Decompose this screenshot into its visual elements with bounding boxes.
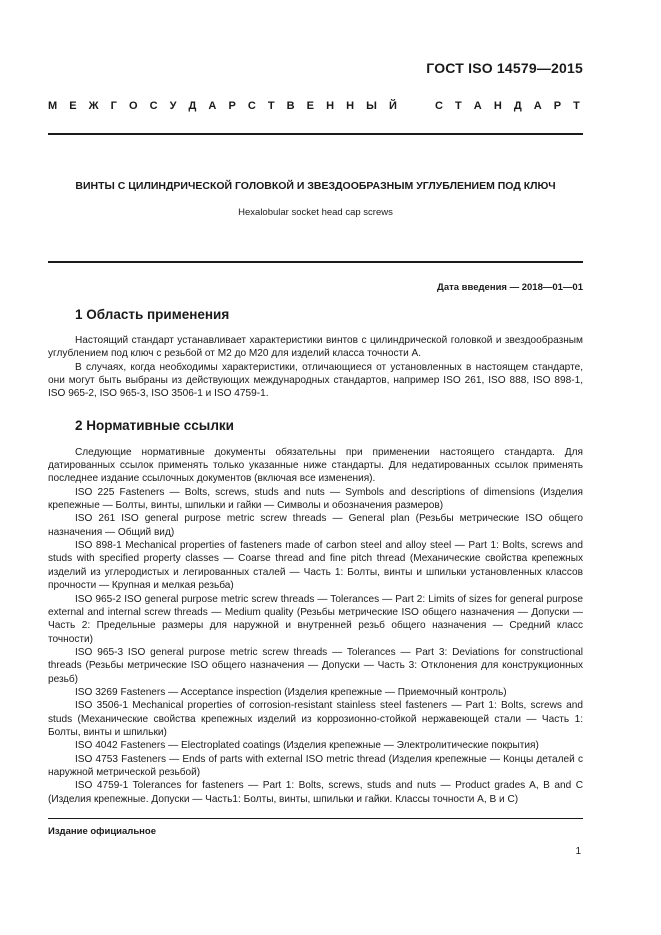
paragraph: В случаях, когда необходимы характеристики, отличающиеся от установленных в настоящем стандарте, они могут быть выбраны из действующих международных стандартов, например ISO 261, ISO 888, ISO 898-1, ISO 965-2, ISO 965-3, ISO 3506-1 и ISO 4759-1.	[48, 361, 583, 400]
document-body	[48, 306, 583, 806]
banner-letter: Ы	[366, 100, 377, 112]
banner-letter: С	[149, 100, 158, 112]
banner-letter: Е	[306, 100, 315, 112]
banner-letter: Р	[228, 100, 236, 112]
document-title-en: Hexalobular socket head cap screws	[238, 207, 393, 218]
banner-letter: Т	[573, 100, 580, 112]
banner-letter: У	[169, 100, 177, 112]
banner-letter: Т	[267, 100, 275, 112]
introduction-date: Дата введения — 2018—01—01	[437, 282, 583, 293]
top-rule	[48, 133, 583, 135]
banner-letter: Й	[388, 100, 397, 112]
paragraph: Следующие нормативные документы обязательны при применении настоящего стандарта. Для датированных ссылок применять только указанные ниже стандарты. Для недатированных ссылок применять последнее издание ссылочных документов (включая все изменения).	[48, 446, 583, 485]
normative-reference: ISO 4753 Fasteners — Ends of parts with external ISO metric thread (Изделия крепежные — Концы деталей с наружной метрической резьбой)	[48, 753, 583, 778]
banner-letter: О	[128, 100, 138, 112]
normative-reference: ISO 225 Fasteners — Bolts, screws, studs and nuts — Symbols and descriptions of dimensions (Изделия крепежные — Болты, винты, шпильки и гайки — Символы и обозначения размеров)	[48, 486, 583, 512]
section-2-heading: 2 Нормативные ссылки	[75, 417, 234, 433]
normative-reference: ISO 3269 Fasteners — Acceptance inspection (Изделия крепежные — Приемочный контроль)	[75, 686, 507, 698]
normative-reference: ISO 3506-1 Mechanical properties of corrosion-resistant stainless steel fasteners — Part 1: Bolts, screws and studs (Механические свойства крепежных изделий из коррозионно-стойкой нержавеющей стали — Часть 1: Болты, винты и шпильки)	[48, 700, 583, 738]
normative-reference: ISO 965-3 ISO general purpose metric screw threads — Tolerances — Part 3: Deviations for constructional threads (Резьбы метрические ISO общего назначения — Допуски — Часть 3: Отклонения для конструкционных резьб)	[48, 646, 583, 685]
section-1-body	[48, 334, 583, 401]
banner-letter: Г	[110, 100, 117, 112]
banner-letter: С	[247, 100, 256, 112]
banner-letter: Д	[188, 100, 197, 112]
banner-letter: Ж	[88, 100, 99, 112]
banner-letter: В	[286, 100, 295, 112]
banner-letter: С	[434, 100, 443, 112]
normative-reference: ISO 4042 Fasteners — Electroplated coatings (Изделия крепежные — Электролитические покрытия)	[75, 740, 539, 752]
standard-code: ГОСТ ISO 14579—2015	[426, 60, 583, 76]
official-edition-label: Издание официальное	[48, 826, 156, 837]
banner-gap	[409, 100, 423, 112]
banner-letter: Н	[493, 100, 502, 112]
footer-rule	[48, 818, 583, 819]
banner-letter: Е	[69, 100, 77, 112]
banner-letter: А	[473, 100, 482, 112]
banner-letter: М	[48, 100, 58, 112]
interstate-standard-banner	[48, 100, 580, 112]
banner-letter: Д	[513, 100, 522, 112]
normative-reference: ISO 4759-1 Tolerances for fasteners — Part 1: Bolts, screws, studs and nuts — Product grades A, B and C (Изделия крепежные. Допуски — Часть1: Болты, винты, шпильки и гайки. Классы точности А, В и С)	[48, 780, 583, 805]
banner-letter: Р	[553, 100, 562, 112]
section-1-heading: 1 Область применения	[75, 307, 230, 322]
normative-reference: ISO 965-2 ISO general purpose metric screw threads — Tolerances — Part 2: Limits of sizes for general purpose external and internal screw threads — Medium quality (Резьбы метрические ISO общего назначения — Допуски — Часть 2: Предельные размеры для наружной и внутренней резьб общего назначения — Средний класс точности)	[48, 593, 583, 645]
section-2-body	[48, 446, 583, 806]
banner-letter: Н	[326, 100, 335, 112]
banner-letter: А	[533, 100, 542, 112]
banner-letter: А	[208, 100, 217, 112]
document-title-ru: ВИНТЫ С ЦИЛИНДРИЧЕСКОЙ ГОЛОВКОЙ И ЗВЕЗДООБРАЗНЫМ УГЛУБЛЕНИЕМ ПОД КЛЮЧ	[75, 180, 556, 192]
banner-letter: Т	[455, 100, 462, 112]
banner-letter: Н	[346, 100, 355, 112]
normative-reference: ISO 898-1 Mechanical properties of fasteners made of carbon steel and alloy steel — Part 1: Bolts, screws and studs with specified property classes — Coarse thread and fine pitch thread (Механические свойства крепежных изделий из углеродистых и легированных сталей — Часть 1: Болты, винты и шпильки установленных классов прочности — Крупная и мелкая резьба)	[48, 540, 583, 592]
page-number: 1	[575, 846, 581, 857]
paragraph: Настоящий стандарт устанавливает характеристики винтов с цилиндрической головкой и звездообразным углублением под ключ с резьбой от M2 до M20 для изделий класса точности А.	[48, 335, 583, 360]
title-rule	[48, 261, 583, 263]
normative-reference: ISO 261 ISO general purpose metric screw threads — General plan (Резьбы метрические ISO общего назначения — Общий вид)	[48, 513, 583, 538]
